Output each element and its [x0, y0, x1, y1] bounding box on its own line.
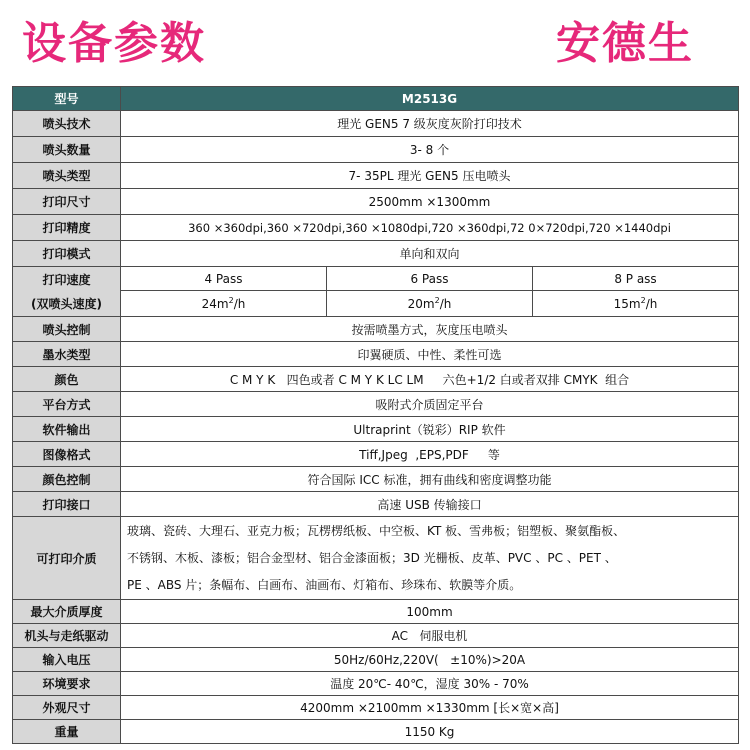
speed-mode: 8 P ass: [533, 267, 739, 291]
row-label: 软件输出: [13, 417, 121, 442]
speed-unit-suffix: /h: [439, 296, 452, 311]
table-row: [13, 317, 739, 342]
row-value: 理光 GEN5 7 级灰度灰阶打印技术: [121, 111, 739, 137]
speed-mode: 4 Pass: [121, 267, 327, 291]
table-row: [13, 517, 739, 600]
speed-unit-suffix: /h: [645, 296, 658, 311]
row-label: 打印接口: [13, 492, 121, 517]
table-row: [13, 137, 739, 163]
table-row: [13, 241, 739, 267]
row-value: 温度 20℃- 40℃，湿度 30% - 70%: [121, 672, 739, 696]
table-row: [13, 600, 739, 624]
row-value: 50Hz/60Hz,220V( ±10%)>20A: [121, 648, 739, 672]
row-label: 外观尺寸: [13, 696, 121, 720]
media-line: 玻璃、瓷砖、大理石、亚克力板；瓦楞楞纸板、中空板、KT 板、雪弗板；铝塑板、聚氨酯板、: [127, 523, 626, 538]
table-row: [13, 648, 739, 672]
row-value: C M Y K 四色或者 C M Y K LC LM 六色+1/2 白或者双排 CMYK 组合: [121, 367, 739, 392]
table-row: [13, 720, 739, 744]
row-label: 墨水类型: [13, 342, 121, 367]
table-row: [13, 342, 739, 367]
row-value: 吸附式介质固定平台: [121, 392, 739, 417]
page-title: 设备参数: [22, 18, 206, 69]
row-value: 高速 USB 传输接口: [121, 492, 739, 517]
speed-unit-sup: 2: [640, 295, 646, 305]
row-value: 2500mm ×1300mm: [121, 189, 739, 215]
row-label: 可打印介质: [13, 517, 121, 600]
row-label: 机头与走纸驱动: [13, 624, 121, 648]
table-row: [13, 696, 739, 720]
row-value: 印翼硬质、中性、柔性可选: [121, 342, 739, 367]
row-label: 喷头控制: [13, 317, 121, 342]
table-row: [13, 492, 739, 517]
row-value: 360 ×360dpi,360 ×720dpi,360 ×1080dpi,720 ×360dpi,72 0×720dpi,720 ×1440dpi: [121, 215, 739, 241]
row-label: 型号: [13, 87, 121, 111]
speed-rate: [121, 291, 327, 317]
row-label: 重量: [13, 720, 121, 744]
row-label: 喷头类型: [13, 163, 121, 189]
row-label: 颜色: [13, 367, 121, 392]
row-label: 喷头技术: [13, 111, 121, 137]
row-value: Tiff,Jpeg ,EPS,PDF 等: [121, 442, 739, 467]
speed-label: [13, 267, 121, 317]
table-row: [13, 163, 739, 189]
spec-table: [12, 86, 739, 744]
speed-rate-value: 20m: [407, 296, 435, 311]
row-value: 100mm: [121, 600, 739, 624]
table-row: [13, 367, 739, 392]
table-row: [13, 624, 739, 648]
table-row: [13, 392, 739, 417]
speed-label-line2: (双喷头速度): [31, 296, 102, 311]
media-line: PE 、ABS 片；条幅布、白画布、油画布、灯箱布、珍珠布、软膜等介质。: [127, 577, 522, 592]
row-label: 打印精度: [13, 215, 121, 241]
row-value: 符合国际 ICC 标准，拥有曲线和密度调整功能: [121, 467, 739, 492]
row-label: 颜色控制: [13, 467, 121, 492]
speed-rate: [327, 291, 533, 317]
speed-unit-sup: 2: [228, 295, 234, 305]
speed-mode: 6 Pass: [327, 267, 533, 291]
row-label: 打印模式: [13, 241, 121, 267]
row-value: 4200mm ×2100mm ×1330mm [长×宽×高]: [121, 696, 739, 720]
table-row: [13, 672, 739, 696]
row-value: 单向和双向: [121, 241, 739, 267]
row-value: 按需喷墨方式，灰度压电喷头: [121, 317, 739, 342]
row-label: 输入电压: [13, 648, 121, 672]
table-row: [13, 467, 739, 492]
table-row: [13, 442, 739, 467]
row-value: Ultraprint（锐彩）RIP 软件: [121, 417, 739, 442]
row-value: M2513G: [121, 87, 739, 111]
table-row: [13, 111, 739, 137]
row-label: 喷头数量: [13, 137, 121, 163]
row-label: 打印尺寸: [13, 189, 121, 215]
row-label: 平台方式: [13, 392, 121, 417]
table-row: [13, 417, 739, 442]
table-row: [13, 291, 739, 317]
speed-rate-value: 15m: [613, 296, 641, 311]
table-row: [13, 87, 739, 111]
speed-label-line1: 打印速度: [42, 272, 91, 287]
speed-unit-suffix: /h: [233, 296, 246, 311]
table-row: [13, 267, 739, 291]
speed-rate-value: 24m: [201, 296, 229, 311]
row-value: 7- 35PL 理光 GEN5 压电喷头: [121, 163, 739, 189]
table-row: [13, 215, 739, 241]
row-value: 3- 8 个: [121, 137, 739, 163]
media-line: 不锈钢、木板、漆板；铝合金型材、铝合金漆面板；3D 光栅板、皮革、PVC 、PC 、PET 、: [127, 550, 617, 565]
row-value: 1150 Kg: [121, 720, 739, 744]
row-label: 环境要求: [13, 672, 121, 696]
speed-unit-sup: 2: [434, 295, 440, 305]
row-value: AC 伺服电机: [121, 624, 739, 648]
page-header: [0, 0, 750, 86]
speed-rate: [533, 291, 739, 317]
table-row: [13, 189, 739, 215]
brand-name: 安德生: [556, 18, 694, 69]
row-label: 最大介质厚度: [13, 600, 121, 624]
media-list: [121, 517, 739, 600]
row-label: 图像格式: [13, 442, 121, 467]
